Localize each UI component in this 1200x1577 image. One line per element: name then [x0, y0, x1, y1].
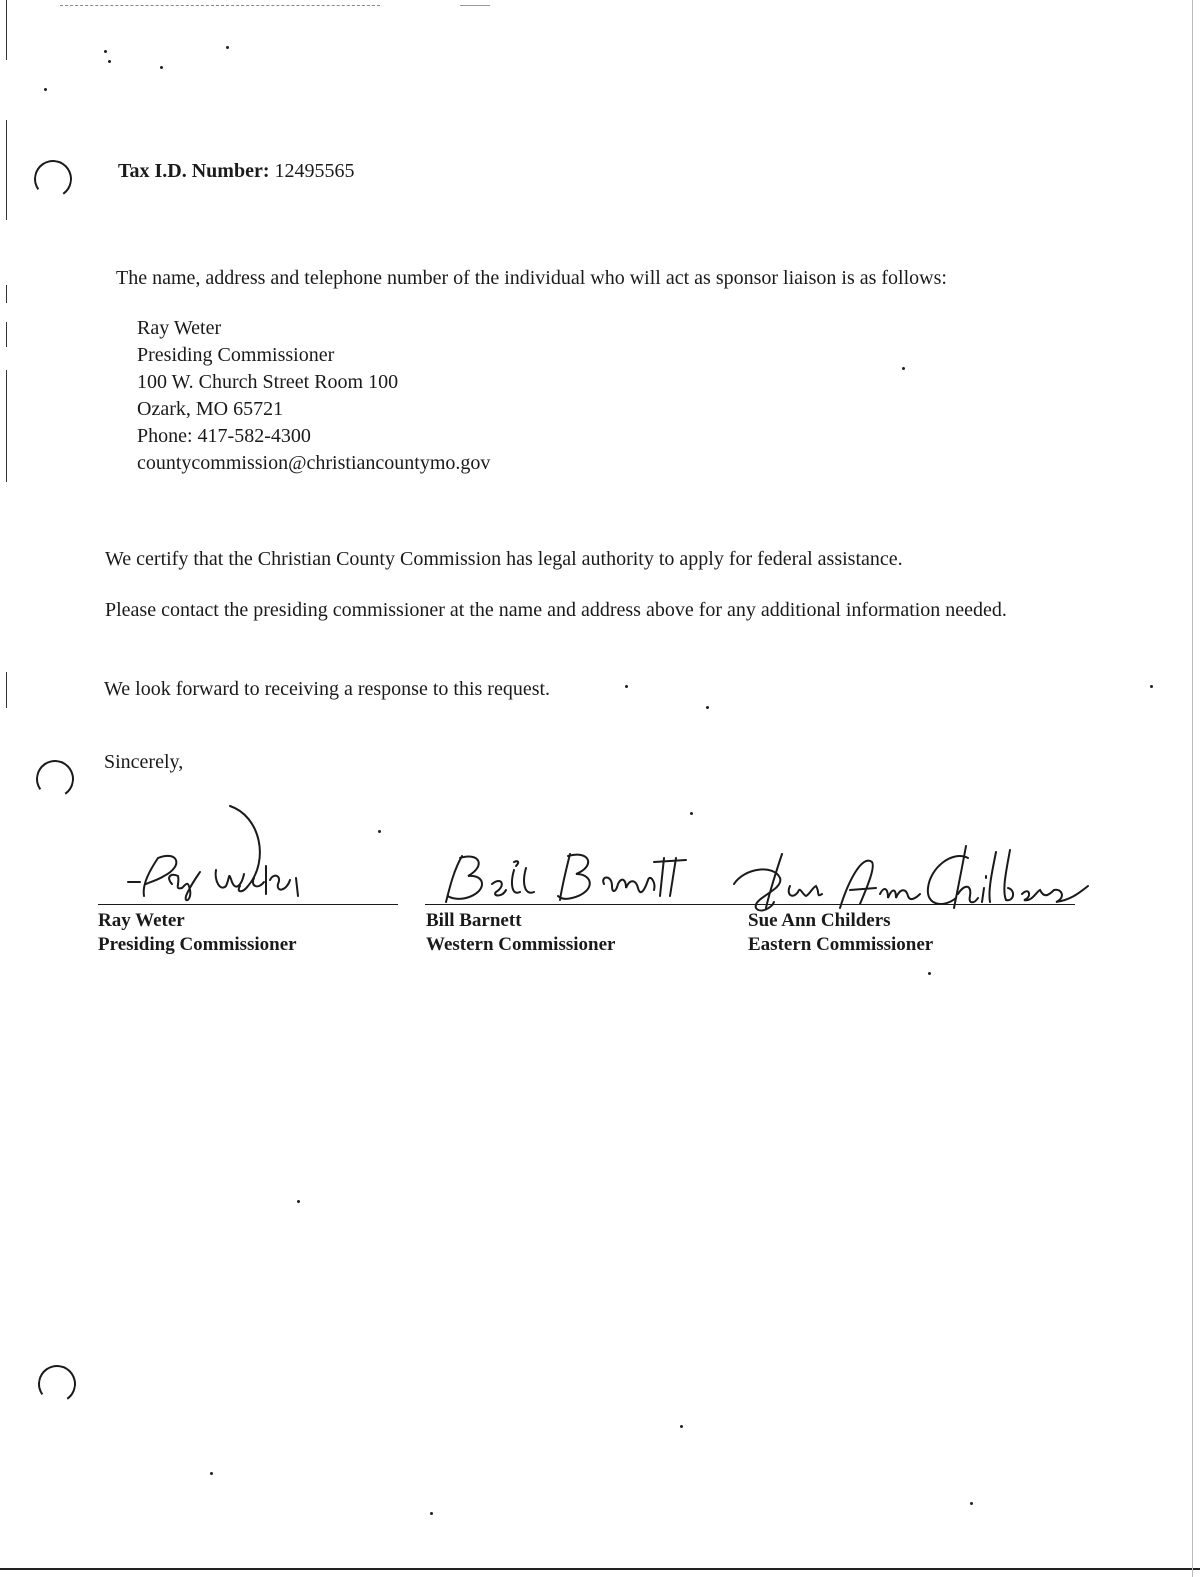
liaison-phone: Phone: 417-582-4300: [137, 425, 311, 447]
signatory-block: [98, 909, 297, 957]
scan-edge-mark: [6, 672, 7, 708]
contact-paragraph: Please contact the presiding commissioner at the name and address above for any additional information needed.: [105, 599, 1007, 621]
liaison-city-state-zip: Ozark, MO 65721: [137, 398, 284, 420]
scan-speck: [160, 66, 163, 69]
closing-paragraph: We look forward to receiving a response to this request.: [104, 678, 551, 700]
signatory-block: [748, 909, 933, 957]
scan-edge-top-fragment: [460, 5, 490, 6]
punch-hole-icon: [35, 1362, 79, 1406]
scan-speck: [1150, 685, 1153, 688]
signature-ray-weter: [120, 800, 320, 910]
signatory-block: [426, 909, 615, 957]
scan-speck: [430, 1512, 433, 1515]
scan-speck: [210, 1472, 213, 1475]
scan-speck: [706, 706, 709, 709]
liaison-contact-block: [137, 315, 490, 477]
scan-speck: [928, 972, 931, 975]
scan-speck: [378, 830, 381, 833]
punch-hole-icon: [33, 757, 77, 801]
scan-edge-mark: [6, 0, 7, 60]
scan-speck: [680, 1425, 683, 1428]
scan-speck: [44, 88, 47, 91]
salutation: Sincerely,: [104, 751, 184, 773]
signatory-name: Ray Weter: [98, 910, 185, 931]
liaison-title: Presiding Commissioner: [137, 344, 335, 366]
scan-edge-mark: [6, 285, 7, 303]
scan-edge-bottom: [0, 1568, 1200, 1570]
punch-hole-icon: [31, 157, 75, 201]
scan-speck: [970, 1502, 973, 1505]
scan-speck: [108, 60, 111, 63]
liaison-email: countycommission@christiancountymo.gov: [137, 452, 491, 474]
scan-edge-right: [1192, 0, 1193, 1577]
scan-edge-mark: [6, 120, 7, 220]
liaison-address: 100 W. Church Street Room 100: [137, 371, 399, 393]
signatory-name: Bill Barnett: [426, 910, 522, 931]
signatory-title: Eastern Commissioner: [748, 934, 934, 955]
scan-speck: [297, 1200, 300, 1203]
tax-id-value: 12495565: [274, 160, 355, 182]
scan-speck: [226, 46, 229, 49]
scan-edge-top: [60, 5, 380, 6]
signature-bill-barnett: [440, 840, 710, 920]
tax-id: [118, 160, 355, 183]
intro-paragraph: The name, address and telephone number of the individual who will act as sponsor liaison is as follows:: [116, 267, 947, 289]
signatory-name: Sue Ann Childers: [748, 910, 891, 931]
liaison-name: Ray Weter: [137, 317, 222, 339]
scan-speck: [690, 812, 693, 815]
scan-speck: [625, 685, 628, 688]
scan-edge-mark: [6, 322, 7, 347]
certify-paragraph: We certify that the Christian County Commission has legal authority to apply for federal assistance.: [105, 548, 903, 570]
scan-speck: [902, 367, 905, 370]
signatory-title: Presiding Commissioner: [98, 934, 297, 955]
scan-speck: [104, 50, 107, 53]
scan-edge-mark: [6, 370, 7, 482]
signatory-title: Western Commissioner: [426, 934, 616, 955]
tax-id-label: Tax I.D. Number:: [118, 160, 270, 182]
